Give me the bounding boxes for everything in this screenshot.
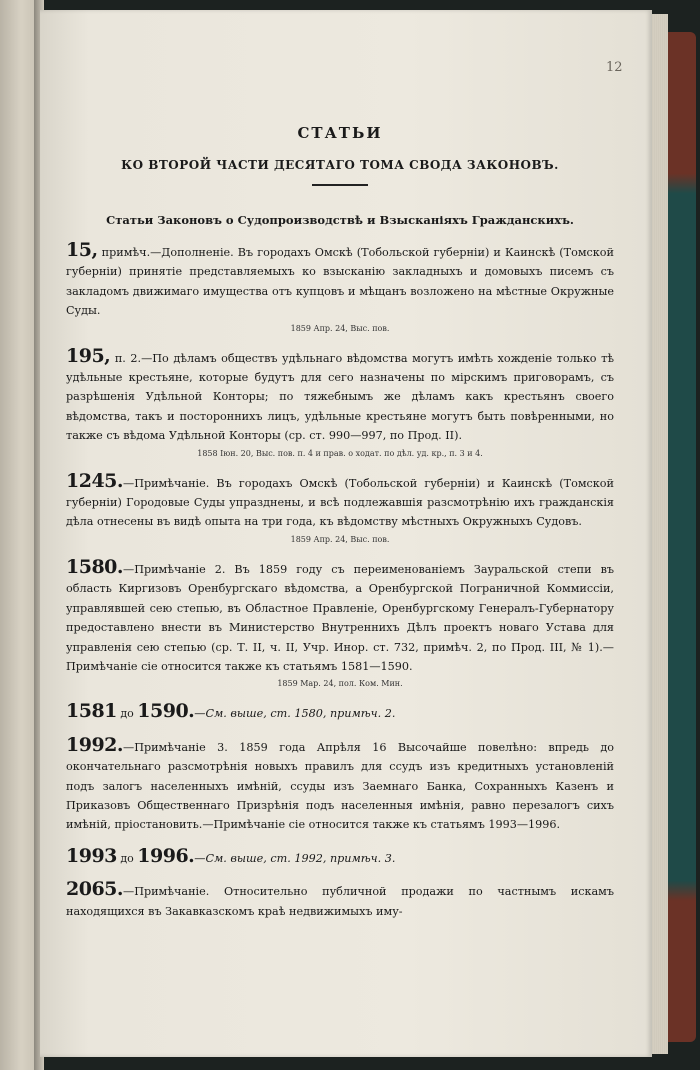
article-number: 1992.: [66, 733, 123, 756]
page-edges: [652, 14, 668, 1054]
article-text: примѣч.—Дополненіе. Въ городахъ Омскѣ (Тобольской губерніи) и Каинскѣ (Томской губерніи) принятіе представляемыхъ ко взысканію закладныхъ и домовыхъ писемъ съ закладомъ движимаго имущества отъ купцовъ и мѣщанъ возложено на мѣстные Окружные Суды.: [66, 246, 614, 318]
article-number-end: 1996.: [137, 844, 195, 867]
article-number-end: 1590.: [137, 700, 195, 723]
article-number: 1581: [66, 700, 117, 723]
book-cover: [666, 32, 696, 1042]
article-number: 1580.: [66, 555, 123, 578]
article-citation: 1858 Іюн. 20, Выс. пов. п. 4 и прав. о ходат. по дѣл. уд. кр., п. 3 и 4.: [197, 448, 483, 458]
article-entry-1993-1996: [66, 844, 614, 868]
article-entry-1992: [66, 733, 614, 835]
article-range-connector: до: [116, 707, 138, 721]
article-citation: 1859 Мар. 24, пол. Ком. Мин.: [277, 679, 403, 689]
article-text: п. 2.—По дѣламъ обществъ удѣльнаго вѣдомства могутъ имѣть хожденіе только тѣ удѣльные крестьяне, которые будутъ для сего назначены по мірскимъ приговорамъ, съ разрѣшенія Удѣльной Конторы; по тяжебнымъ же дѣламъ какъ крестьянъ своего вѣдомства, такъ и постороннихъ лицъ, удѣльные крестьяне могутъ быть повѣренными, но также съ вѣдома Удѣльной Конторы (ср. ст. 990—997, по Прод. II).: [66, 351, 614, 443]
left-page-edge: [0, 0, 38, 1070]
article-text: —Примѣчаніе 2. Въ 1859 году съ переименованіемъ Зауральской степи въ область Киргизовъ Оренбургскаго вѣдомства, а Оренбургской Пограничной Коммиссіи, управлявшей сею степью, въ Областное Правленіе, Оренбургскому Генералъ-Губернатору предоставлено внести въ Министерство Внутреннихъ Дѣлъ проектъ новаго Устава для управленія сею степью (ср. Т. II, ч. II, Учр. Инор. ст. 732, примѣч. 2, по Прод. III, № 1).—Примѣчаніе сіе относится также къ статьямъ 1581—1590.: [66, 562, 614, 673]
article-number: 2065.: [66, 878, 123, 901]
article-text: —См. выше, ст. 1580, примѣч. 2.: [194, 707, 396, 721]
article-entry-2065: [66, 880, 614, 921]
page-subtitle: КО ВТОРОЙ ЧАСТИ ДЕСЯТАГО ТОМА СВОДА ЗАКОНОВЪ.: [121, 158, 559, 172]
article-citation: 1859 Апр. 24, Выс. пов.: [290, 323, 390, 333]
article-text: —Примѣчаніе. Относительно публичной продажи по частнымъ искамъ находящихся въ Закавказскомъ краѣ недвижимыхъ иму-: [66, 885, 614, 918]
page-number: 12: [606, 60, 623, 75]
article-text: —Примѣчаніе 3. 1859 года Апрѣля 16 Высочайше повелѣно: впредь до окончательнаго разсмотрѣнія новыхъ правилъ для ссудъ изъ кредитныхъ установленій подъ залогъ населенныхъ имѣній, ссуды изъ Заемнаго Банка, Сохранныхъ Казенъ и Приказовъ Общественнаго Призрѣнія подъ населенныя имѣнія, равно перезалогъ сихъ имѣній, пріостановить.—Примѣчаніе сіе относится также къ статьямъ 1993—1996.: [66, 740, 614, 832]
divider-rule: [312, 184, 368, 186]
section-heading: Статьи Законовъ о Судопроизводствѣ и Взысканіяхъ Гражданскихъ.: [106, 213, 574, 227]
article-entry-1581-1590: [66, 702, 614, 723]
article-entry-15: [66, 241, 614, 321]
article-text: —Примѣчаніе. Въ городахъ Омскѣ (Тобольской губерніи) и Каинскѣ (Томской губерніи) Городовые Суды упразднены, и всѣ подлежавшія разсмотрѣнію ихъ гражданскія дѣла отнесены въ видѣ опыта на три года, къ вѣдомству мѣстныхъ Окружныхъ Судовъ.: [66, 476, 614, 529]
article-number: 1245.: [66, 469, 123, 492]
article-entry-1245: [66, 469, 614, 532]
article-text: —См. выше, ст. 1992, примѣч. 3.: [194, 851, 396, 865]
article-citation: 1859 Апр. 24, Выс. пов.: [290, 534, 390, 544]
book-page: [40, 10, 652, 1057]
page-title: СТАТЬИ: [297, 124, 383, 142]
article-number: 1993: [66, 844, 117, 867]
article-number: 195,: [66, 344, 111, 367]
article-range-connector: до: [116, 851, 138, 865]
page-content: [66, 124, 614, 921]
article-number: 15,: [66, 239, 98, 261]
article-entry-195: [66, 344, 614, 446]
article-entry-1580: [66, 555, 614, 676]
